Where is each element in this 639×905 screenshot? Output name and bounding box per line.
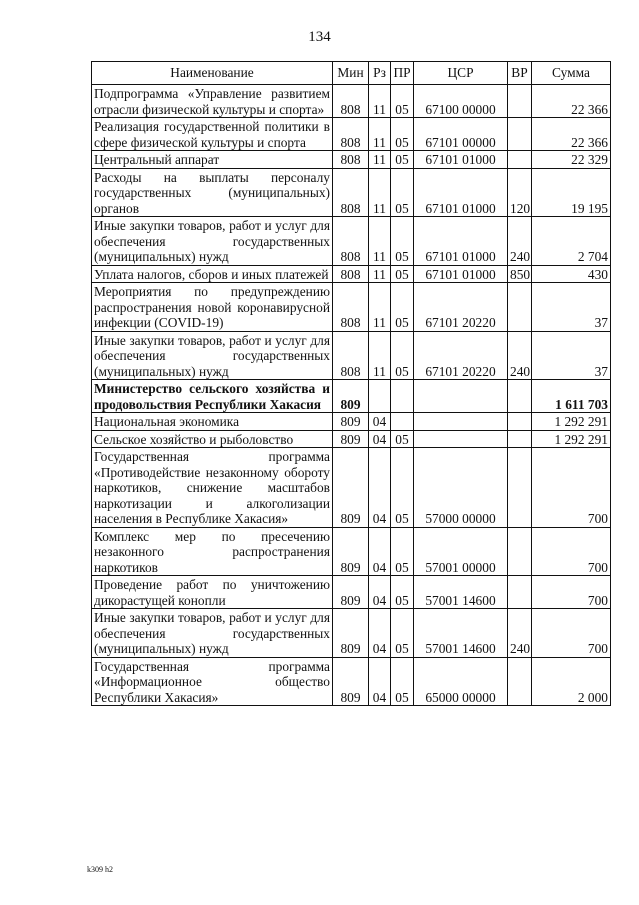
cell-pr: 05 bbox=[391, 331, 414, 380]
cell-name: Центральный аппарат bbox=[92, 151, 333, 169]
cell-sum: 430 bbox=[532, 265, 611, 283]
cell-min: 809 bbox=[333, 380, 369, 413]
cell-min: 808 bbox=[333, 265, 369, 283]
cell-name: Государственная программа «Информационное общество Республики Хакасия» bbox=[92, 657, 333, 706]
cell-name: Министерство сельского хозяйства и продовольствия Республики Хакасия bbox=[92, 380, 333, 413]
table-row bbox=[92, 217, 611, 266]
cell-sum: 22 366 bbox=[532, 118, 611, 151]
table-row bbox=[92, 527, 611, 576]
cell-vr bbox=[508, 430, 532, 448]
cell-csr bbox=[414, 413, 508, 431]
cell-min: 808 bbox=[333, 331, 369, 380]
table-row bbox=[92, 657, 611, 706]
cell-name: Расходы на выплаты персоналу государственных (муниципальных) органов bbox=[92, 168, 333, 217]
cell-sum: 22 329 bbox=[532, 151, 611, 169]
cell-csr: 67101 20220 bbox=[414, 283, 508, 332]
budget-table bbox=[91, 61, 611, 706]
cell-min: 808 bbox=[333, 85, 369, 118]
table-row bbox=[92, 85, 611, 118]
table-row bbox=[92, 576, 611, 609]
table-row bbox=[92, 151, 611, 169]
cell-pr: 05 bbox=[391, 151, 414, 169]
cell-min: 808 bbox=[333, 151, 369, 169]
table-row bbox=[92, 380, 611, 413]
header-row bbox=[92, 62, 611, 85]
cell-csr: 57001 14600 bbox=[414, 609, 508, 658]
cell-pr: 05 bbox=[391, 85, 414, 118]
cell-min: 809 bbox=[333, 413, 369, 431]
cell-vr: 120 bbox=[508, 168, 532, 217]
cell-min: 809 bbox=[333, 448, 369, 528]
cell-rz: 11 bbox=[369, 283, 391, 332]
cell-name: Иные закупки товаров, работ и услуг для обеспечения государственных (муниципальных) нужд bbox=[92, 609, 333, 658]
header-rz: Рз bbox=[369, 62, 391, 85]
header-name: Наименование bbox=[92, 62, 333, 85]
cell-vr bbox=[508, 151, 532, 169]
cell-pr: 05 bbox=[391, 118, 414, 151]
cell-pr: 05 bbox=[391, 576, 414, 609]
header-vr: ВР bbox=[508, 62, 532, 85]
table-row bbox=[92, 331, 611, 380]
cell-sum: 2 000 bbox=[532, 657, 611, 706]
cell-sum: 1 292 291 bbox=[532, 430, 611, 448]
cell-pr bbox=[391, 380, 414, 413]
cell-min: 809 bbox=[333, 576, 369, 609]
cell-min: 809 bbox=[333, 430, 369, 448]
cell-name: Реализация государственной политики в сфере физической культуры и спорта bbox=[92, 118, 333, 151]
cell-rz: 04 bbox=[369, 657, 391, 706]
cell-sum: 700 bbox=[532, 576, 611, 609]
cell-pr: 05 bbox=[391, 265, 414, 283]
cell-pr: 05 bbox=[391, 168, 414, 217]
header-sum: Сумма bbox=[532, 62, 611, 85]
cell-vr bbox=[508, 85, 532, 118]
cell-name: Уплата налогов, сборов и иных платежей bbox=[92, 265, 333, 283]
cell-name: Сельское хозяйство и рыболовство bbox=[92, 430, 333, 448]
cell-csr: 67101 01000 bbox=[414, 151, 508, 169]
cell-rz: 04 bbox=[369, 430, 391, 448]
cell-csr: 67100 00000 bbox=[414, 85, 508, 118]
cell-rz: 04 bbox=[369, 413, 391, 431]
cell-pr bbox=[391, 413, 414, 431]
cell-rz: 11 bbox=[369, 168, 391, 217]
cell-pr: 05 bbox=[391, 217, 414, 266]
cell-csr: 67101 01000 bbox=[414, 217, 508, 266]
cell-rz: 04 bbox=[369, 527, 391, 576]
cell-rz: 11 bbox=[369, 85, 391, 118]
cell-name: Иные закупки товаров, работ и услуг для обеспечения государственных (муниципальных) нужд bbox=[92, 331, 333, 380]
cell-vr bbox=[508, 118, 532, 151]
cell-vr bbox=[508, 657, 532, 706]
cell-min: 809 bbox=[333, 657, 369, 706]
cell-rz: 11 bbox=[369, 331, 391, 380]
cell-vr bbox=[508, 413, 532, 431]
cell-rz: 11 bbox=[369, 118, 391, 151]
cell-sum: 2 704 bbox=[532, 217, 611, 266]
cell-csr: 57000 00000 bbox=[414, 448, 508, 528]
cell-csr bbox=[414, 430, 508, 448]
table-row bbox=[92, 283, 611, 332]
cell-vr: 850 bbox=[508, 265, 532, 283]
cell-pr: 05 bbox=[391, 527, 414, 576]
cell-pr: 05 bbox=[391, 430, 414, 448]
cell-name: Государственная программа «Противодействие незаконному обороту наркотиков, снижение масштабов наркотизации и алкоголизации населения в Республике Хакасия» bbox=[92, 448, 333, 528]
cell-sum: 700 bbox=[532, 448, 611, 528]
cell-csr: 67101 00000 bbox=[414, 118, 508, 151]
cell-vr bbox=[508, 527, 532, 576]
table-row bbox=[92, 168, 611, 217]
cell-sum: 1 611 703 bbox=[532, 380, 611, 413]
cell-rz: 04 bbox=[369, 576, 391, 609]
cell-csr: 65000 00000 bbox=[414, 657, 508, 706]
cell-min: 808 bbox=[333, 283, 369, 332]
cell-vr bbox=[508, 448, 532, 528]
cell-csr: 57001 00000 bbox=[414, 527, 508, 576]
cell-name: Проведение работ по уничтожению дикорастущей конопли bbox=[92, 576, 333, 609]
cell-rz: 11 bbox=[369, 151, 391, 169]
cell-sum: 37 bbox=[532, 283, 611, 332]
table-row bbox=[92, 430, 611, 448]
cell-vr: 240 bbox=[508, 609, 532, 658]
page-number: 134 bbox=[308, 29, 331, 45]
cell-name: Подпрограмма «Управление развитием отрасли физической культуры и спорта» bbox=[92, 85, 333, 118]
cell-rz: 04 bbox=[369, 448, 391, 528]
cell-vr bbox=[508, 380, 532, 413]
cell-csr: 57001 14600 bbox=[414, 576, 508, 609]
cell-rz: 04 bbox=[369, 609, 391, 658]
cell-name: Комплекс мер по пресечению незаконного распространения наркотиков bbox=[92, 527, 333, 576]
cell-rz bbox=[369, 380, 391, 413]
table-row bbox=[92, 413, 611, 431]
cell-name: Иные закупки товаров, работ и услуг для обеспечения государственных (муниципальных) нужд bbox=[92, 217, 333, 266]
table-row bbox=[92, 265, 611, 283]
cell-csr: 67101 20220 bbox=[414, 331, 508, 380]
cell-sum: 19 195 bbox=[532, 168, 611, 217]
cell-min: 809 bbox=[333, 609, 369, 658]
cell-sum: 1 292 291 bbox=[532, 413, 611, 431]
cell-pr: 05 bbox=[391, 283, 414, 332]
cell-sum: 37 bbox=[532, 331, 611, 380]
cell-min: 808 bbox=[333, 168, 369, 217]
cell-rz: 11 bbox=[369, 265, 391, 283]
table-row bbox=[92, 448, 611, 528]
cell-csr: 67101 01000 bbox=[414, 265, 508, 283]
cell-name: Национальная экономика bbox=[92, 413, 333, 431]
cell-csr: 67101 01000 bbox=[414, 168, 508, 217]
cell-vr: 240 bbox=[508, 331, 532, 380]
cell-min: 809 bbox=[333, 527, 369, 576]
cell-pr: 05 bbox=[391, 657, 414, 706]
cell-csr bbox=[414, 380, 508, 413]
cell-sum: 700 bbox=[532, 609, 611, 658]
table-row bbox=[92, 609, 611, 658]
cell-vr bbox=[508, 576, 532, 609]
table-row bbox=[92, 118, 611, 151]
header-min: Мин bbox=[333, 62, 369, 85]
cell-vr: 240 bbox=[508, 217, 532, 266]
cell-name: Мероприятия по предупреждению распространения новой коронавирусной инфекции (COVID-19) bbox=[92, 283, 333, 332]
cell-rz: 11 bbox=[369, 217, 391, 266]
header-pr: ПР bbox=[391, 62, 414, 85]
cell-min: 808 bbox=[333, 217, 369, 266]
cell-sum: 700 bbox=[532, 527, 611, 576]
cell-vr bbox=[508, 283, 532, 332]
cell-sum: 22 366 bbox=[532, 85, 611, 118]
cell-min: 808 bbox=[333, 118, 369, 151]
table-body bbox=[92, 85, 611, 706]
cell-pr: 05 bbox=[391, 448, 414, 528]
cell-pr: 05 bbox=[391, 609, 414, 658]
footer-code: k309 h2 bbox=[87, 865, 113, 874]
header-csr: ЦСР bbox=[414, 62, 508, 85]
